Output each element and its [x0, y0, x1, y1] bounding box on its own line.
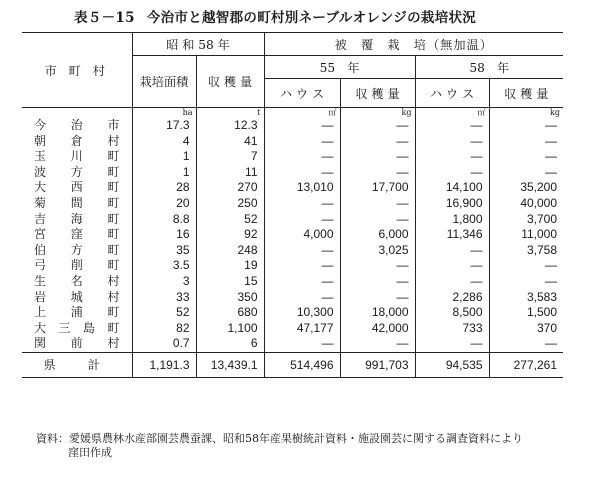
cell-house-58: — [415, 165, 489, 181]
cell-harvest: 270 [196, 180, 264, 196]
table-row [22, 321, 563, 337]
cell-harvest: 19 [196, 258, 264, 274]
cell-harvest-58: — [489, 165, 563, 181]
cell-harvest-58: — [489, 134, 563, 150]
header-municipality: 市 町 村 [22, 33, 132, 108]
cell-municipality: 波 方 町 [34, 164, 120, 179]
cell-house-58: 11,346 [415, 227, 489, 243]
cell-house-55: — [264, 274, 340, 290]
cell-harvest: 41 [196, 134, 264, 150]
cell-municipality: 朝 倉 村 [34, 133, 120, 148]
cell-house-55: — [264, 212, 340, 228]
total-house-58: 94,535 [415, 352, 489, 377]
cell-harvest: 92 [196, 227, 264, 243]
unit-t: t [196, 108, 264, 119]
cell-harvest-55: 3,025 [340, 243, 415, 259]
cell-house-55: — [264, 336, 340, 352]
cell-house-55: — [264, 258, 340, 274]
cell-harvest: 250 [196, 196, 264, 212]
cell-harvest-58: — [489, 258, 563, 274]
cell-harvest-55: — [340, 134, 415, 150]
unit-m2-58: ㎡ [415, 108, 489, 119]
cell-harvest-55: — [340, 118, 415, 134]
table-row [22, 336, 563, 352]
cell-area: 52 [132, 305, 196, 321]
cell-area: 35 [132, 243, 196, 259]
cell-house-58: — [415, 149, 489, 165]
cell-house-55: — [264, 290, 340, 306]
header-area: 栽培面積 [132, 56, 196, 108]
cell-harvest-55: 17,700 [340, 180, 415, 196]
cell-municipality: 今 治 市 [34, 118, 120, 132]
cell-harvest: 248 [196, 243, 264, 259]
cell-harvest-58: 35,200 [489, 180, 563, 196]
header-showa58: 昭 和 58 年 [132, 33, 264, 56]
cell-harvest-58: 370 [489, 321, 563, 337]
cell-harvest-55: — [340, 165, 415, 181]
cell-municipality: 伯 方 町 [34, 242, 120, 257]
cell-area: 8.8 [132, 212, 196, 228]
source-note-line2: 窪田作成 [68, 446, 112, 459]
table-row [22, 149, 563, 165]
table-row [22, 165, 563, 181]
cell-house-58: 1,800 [415, 212, 489, 228]
cell-harvest: 1,100 [196, 321, 264, 337]
cell-house-58: 16,900 [415, 196, 489, 212]
source-note [36, 432, 576, 460]
cell-harvest: 350 [196, 290, 264, 306]
cell-area: 28 [132, 180, 196, 196]
total-harvest: 13,439.1 [196, 352, 264, 377]
cell-harvest-55: 42,000 [340, 321, 415, 337]
table-row [22, 258, 563, 274]
cell-house-55: — [264, 118, 340, 134]
cell-house-55: — [264, 243, 340, 259]
total-area: 1,191.3 [132, 352, 196, 377]
total-harvest-58: 277,261 [489, 352, 563, 377]
cell-harvest-55: — [340, 336, 415, 352]
cell-area: 82 [132, 321, 196, 337]
table-row [22, 305, 563, 321]
cell-area: 4 [132, 134, 196, 150]
table-row [22, 212, 563, 228]
cell-area: 1 [132, 149, 196, 165]
unit-ha: ha [132, 108, 196, 119]
cell-harvest-58: 40,000 [489, 196, 563, 212]
cell-area: 1 [132, 165, 196, 181]
header-harvest-58: 収 穫 量 [489, 79, 563, 108]
cell-house-58: 8,500 [415, 305, 489, 321]
cell-area: 17.3 [132, 118, 196, 134]
cell-area: 33 [132, 290, 196, 306]
cell-municipality: 菊 間 町 [34, 195, 120, 210]
cell-harvest-58: 11,000 [489, 227, 563, 243]
table-row [22, 274, 563, 290]
cell-harvest: 7 [196, 149, 264, 165]
cell-harvest-55: — [340, 149, 415, 165]
cell-harvest-55: — [340, 290, 415, 306]
cell-area: 0.7 [132, 336, 196, 352]
header-harvest: 収 穫 量 [196, 56, 264, 108]
cell-municipality: 大 三 島 町 [34, 320, 120, 335]
cell-harvest-58: — [489, 118, 563, 134]
cell-harvest-55: 6,000 [340, 227, 415, 243]
cultivation-table [22, 32, 563, 378]
table-row [22, 227, 563, 243]
cell-house-58: — [415, 118, 489, 134]
cell-house-58: 733 [415, 321, 489, 337]
header-harvest-55: 収 穫 量 [340, 79, 415, 108]
cell-harvest-55: — [340, 196, 415, 212]
unit-m2-55: ㎡ [264, 108, 340, 119]
cell-house-58: 2,286 [415, 290, 489, 306]
cell-harvest-58: 3,700 [489, 212, 563, 228]
cell-harvest-58: 1,500 [489, 305, 563, 321]
cell-area: 16 [132, 227, 196, 243]
cell-municipality: 生 名 村 [34, 273, 120, 288]
table-title [74, 6, 476, 26]
cell-municipality: 弓 削 町 [34, 258, 120, 273]
cell-harvest: 6 [196, 336, 264, 352]
cell-harvest-58: — [489, 149, 563, 165]
cell-house-58: — [415, 134, 489, 150]
cell-house-58: — [415, 336, 489, 352]
table-number: 表５－15 [74, 10, 135, 26]
table-row [22, 290, 563, 306]
header-covered: 被 覆 栽 培（無加温） [264, 33, 563, 56]
cell-house-55: — [264, 165, 340, 181]
cell-house-55: 13,010 [264, 180, 340, 196]
cell-municipality: 関 前 村 [34, 336, 120, 351]
cell-harvest: 12.3 [196, 118, 264, 134]
cell-house-58: — [415, 274, 489, 290]
cell-house-55: 47,177 [264, 321, 340, 337]
table-row [22, 180, 563, 196]
cell-harvest-55: 18,000 [340, 305, 415, 321]
table-row [22, 118, 563, 134]
cell-municipality: 玉 川 町 [34, 149, 120, 164]
header-house-58: ハ ウ ス [415, 79, 489, 108]
cell-municipality: 岩 城 村 [34, 289, 120, 304]
cell-harvest: 52 [196, 212, 264, 228]
cell-house-55: 10,300 [264, 305, 340, 321]
cell-house-58: — [415, 258, 489, 274]
cell-house-55: — [264, 196, 340, 212]
cell-harvest: 680 [196, 305, 264, 321]
cell-harvest-58: 3,758 [489, 243, 563, 259]
table-row [22, 243, 563, 259]
cell-harvest-58: — [489, 274, 563, 290]
cell-house-58: — [415, 243, 489, 259]
unit-kg-55: kg [340, 108, 415, 119]
cell-house-55: — [264, 134, 340, 150]
cell-harvest-55: — [340, 212, 415, 228]
cell-area: 3 [132, 274, 196, 290]
cell-house-55: 4,000 [264, 227, 340, 243]
unit-kg-58: kg [489, 108, 563, 119]
cell-harvest: 11 [196, 165, 264, 181]
header-year58: 58 年 [415, 56, 563, 79]
cell-harvest-55: — [340, 274, 415, 290]
cell-municipality: 上 浦 町 [34, 305, 120, 320]
table-row [22, 134, 563, 150]
cell-house-55: — [264, 149, 340, 165]
header-year55: 55 年 [264, 56, 415, 79]
cell-harvest-58: 3,583 [489, 290, 563, 306]
cell-area: 3.5 [132, 258, 196, 274]
cell-municipality: 大 西 町 [34, 180, 120, 195]
header-house-55: ハ ウ ス [264, 79, 340, 108]
total-house-55: 514,496 [264, 352, 340, 377]
table-caption: 今治市と越智郡の町村別ネーブルオレンジの栽培状況 [146, 10, 477, 26]
table-row [22, 196, 563, 212]
total-label: 県 計 [22, 352, 132, 377]
cell-house-58: 14,100 [415, 180, 489, 196]
cell-municipality: 宮 窪 町 [34, 227, 120, 242]
cell-area: 20 [132, 196, 196, 212]
cell-harvest-55: — [340, 258, 415, 274]
cell-municipality: 吉 海 町 [34, 211, 120, 226]
cell-harvest-58: — [489, 336, 563, 352]
total-harvest-55: 991,703 [340, 352, 415, 377]
cell-harvest: 15 [196, 274, 264, 290]
source-note-line1: 資料：愛媛県農林水産部園芸農蚕課、昭和58年産果樹統計資料・施設園芸に関する調査資料により [36, 432, 523, 445]
